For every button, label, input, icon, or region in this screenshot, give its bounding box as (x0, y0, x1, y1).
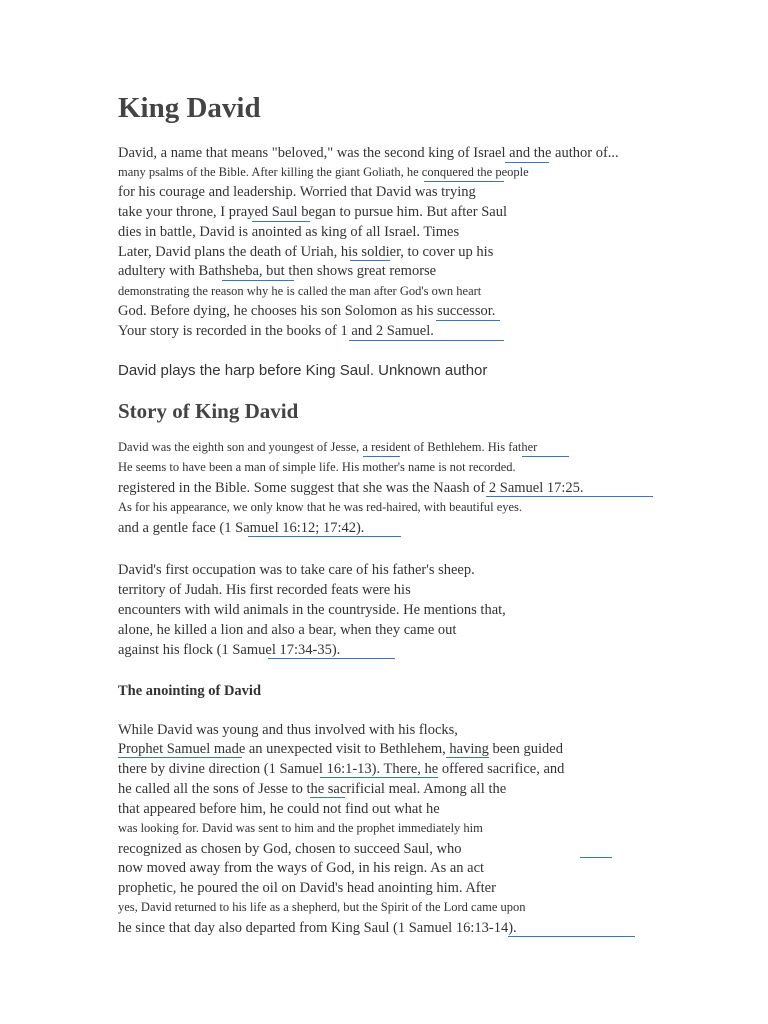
link-underline[interactable] (505, 162, 549, 163)
link-underline[interactable] (580, 857, 612, 858)
story-line: David was the eighth son and youngest of Jesse, a resident of Bethlehem. His father (118, 440, 538, 454)
link-underline[interactable] (446, 757, 489, 758)
intro-line: Your story is recorded in the books of 1 and 2 Samuel. (118, 323, 434, 339)
link-underline[interactable] (222, 280, 294, 281)
story-line: He seems to have been a man of simple life. His mother's name is not recorded. (118, 460, 516, 474)
section-title: Story of King David (118, 399, 299, 423)
anointing-line: now moved away from the ways of God, in his reign. As an act (118, 860, 485, 876)
image-caption: David plays the harp before King Saul. Unknown author (118, 362, 488, 379)
intro-line: take your throne, I prayed Saul began to pursue him. But after Saul (118, 204, 507, 220)
intro-line: demonstrating the reason why he is called the man after God's own heart (118, 284, 482, 298)
page-title: King David (118, 92, 261, 124)
anointing-line: was looking for. David was sent to him and the prophet immediately him (118, 821, 483, 835)
occupation-line: against his flock (1 Samuel 17:34-35). (118, 642, 341, 658)
link-underline[interactable] (363, 456, 400, 457)
link-underline[interactable] (350, 260, 390, 261)
intro-line: God. Before dying, he chooses his son Solomon as his successor. (118, 303, 496, 319)
link-underline[interactable] (349, 340, 504, 341)
intro-line: Later, David plans the death of Uriah, his soldier, to cover up his (118, 244, 494, 260)
intro-line: many psalms of the Bible. After killing the giant Goliath, he conquered the people (118, 165, 529, 179)
intro-line: adultery with Bathsheba, but then shows great remorse (118, 263, 437, 279)
anointing-line: Prophet Samuel made an unexpected visit to Bethlehem, having been guided (118, 741, 563, 757)
link-underline[interactable] (248, 536, 401, 537)
story-line: and a gentle face (1 Samuel 16:12; 17:42). (118, 520, 365, 536)
anointing-line: there by divine direction (1 Samuel 16:1-13). There, he offered sacrifice, and (118, 761, 565, 777)
link-underline[interactable] (486, 496, 653, 497)
anointing-line: recognized as chosen by God, chosen to succeed Saul, who (118, 841, 462, 857)
link-underline[interactable] (268, 658, 395, 659)
occupation-line: territory of Judah. His first recorded feats were his (118, 582, 411, 598)
intro-line: for his courage and leadership. Worried that David was trying (118, 184, 476, 200)
anointing-line: While David was young and thus involved with his flocks, (118, 722, 458, 738)
link-underline[interactable] (436, 320, 500, 321)
occupation-line: encounters with wild animals in the countryside. He mentions that, (118, 602, 506, 618)
link-underline[interactable] (424, 181, 504, 182)
story-line: registered in the Bible. Some suggest that she was the Naash of 2 Samuel 17:25. (118, 480, 584, 496)
anointing-line: he called all the sons of Jesse to the sacrificial meal. Among all the (118, 781, 507, 797)
intro-line: David, a name that means "beloved," was the second king of Israel and the author of... (118, 145, 619, 161)
link-underline[interactable] (310, 797, 345, 798)
link-underline[interactable] (522, 456, 569, 457)
subheading: The anointing of David (118, 683, 262, 699)
link-underline[interactable] (508, 936, 635, 937)
link-underline[interactable] (320, 777, 438, 778)
anointing-line: he since that day also departed from King Saul (1 Samuel 16:13-14). (118, 920, 517, 936)
intro-line: dies in battle, David is anointed as king of all Israel. Times (118, 224, 460, 240)
occupation-line: alone, he killed a lion and also a bear, when they came out (118, 622, 457, 638)
link-underline[interactable] (252, 221, 310, 222)
link-underline[interactable] (118, 757, 242, 758)
anointing-line: yes, David returned to his life as a shepherd, but the Spirit of the Lord came upon (118, 900, 526, 914)
story-line: As for his appearance, we only know that he was red-haired, with beautiful eyes. (118, 500, 523, 514)
anointing-line: prophetic, he poured the oil on David's head anointing him. After (118, 880, 496, 896)
anointing-line: that appeared before him, he could not find out what he (118, 801, 440, 817)
occupation-line: David's first occupation was to take care of his father's sheep. (118, 562, 475, 578)
